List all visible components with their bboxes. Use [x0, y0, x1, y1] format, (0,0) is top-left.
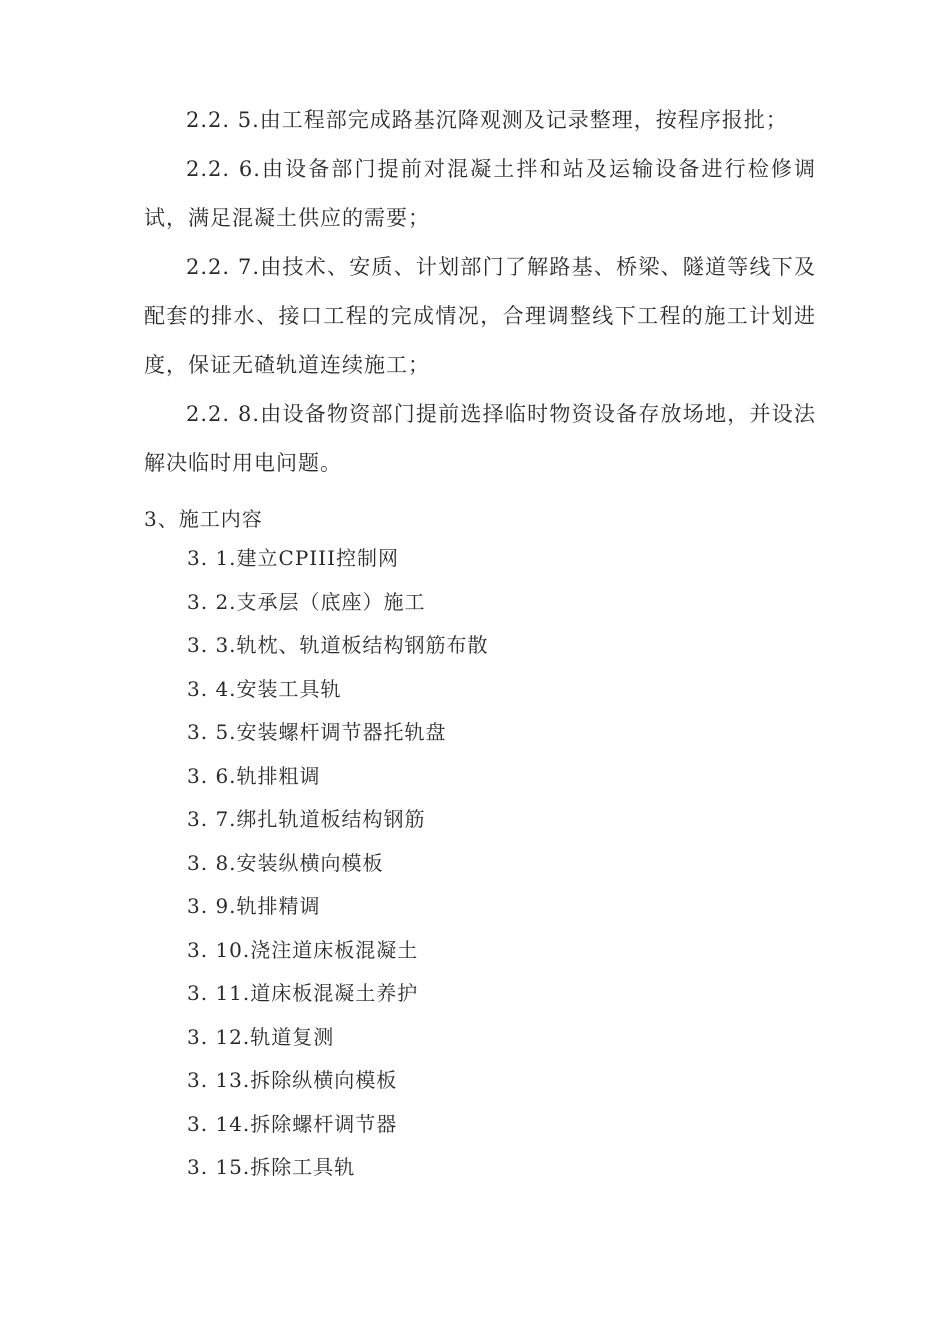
list-item: 3. 3.轨枕、轨道板结构钢筋布散 — [187, 633, 489, 657]
list-item: 3. 13.拆除纵横向模板 — [187, 1068, 398, 1092]
paragraph-2-2-5: 2.2. 5.由工程部完成路基沉降观测及记录整理，按程序报批； — [186, 108, 788, 132]
list-item: 3. 1.建立CPIII控制网 — [187, 546, 399, 570]
list-item: 3. 7.绑扎轨道板结构钢筋 — [187, 807, 426, 831]
list-item: 3. 5.安装螺杆调节器托轨盘 — [187, 720, 447, 744]
section-heading: 3、施工内容 — [144, 507, 263, 531]
list-item: 3. 11.道床板混凝土养护 — [187, 981, 419, 1005]
list-item: 3. 12.轨道复测 — [187, 1024, 335, 1049]
list-item: 3. 14.拆除螺杆调节器 — [187, 1111, 398, 1136]
list-item: 3. 6.轨排粗调 — [187, 763, 321, 788]
list-item: 3. 10.浇注道床板混凝土 — [187, 937, 419, 962]
list-item: 3. 2.支承层（底座）施工 — [187, 589, 426, 614]
list-item: 3. 9.轨排精调 — [187, 894, 321, 918]
construction-content-list — [187, 544, 489, 1197]
list-item: 3. 8.安装纵横向模板 — [187, 850, 384, 875]
paragraph-2-2-8: 2.2. 8.由设备物资部门提前选择临时物资设备存放场地，并设法解决临时用电问题。 — [144, 402, 816, 475]
list-item: 3. 15.拆除工具轨 — [187, 1155, 356, 1179]
paragraph-2-2-6: 2.2. 6.由设备部门提前对混凝土拌和站及运输设备进行检修调试，满足混凝土供应的需要； — [144, 157, 816, 230]
list-item: 3. 4.安装工具轨 — [187, 676, 342, 701]
paragraph-2-2-7: 2.2. 7.由技术、安质、计划部门了解路基、桥梁、隧道等线下及配套的排水、接口工程的完成情况，合理调整线下工程的施工计划进度，保证无碴轨道连续施工； — [144, 255, 816, 377]
